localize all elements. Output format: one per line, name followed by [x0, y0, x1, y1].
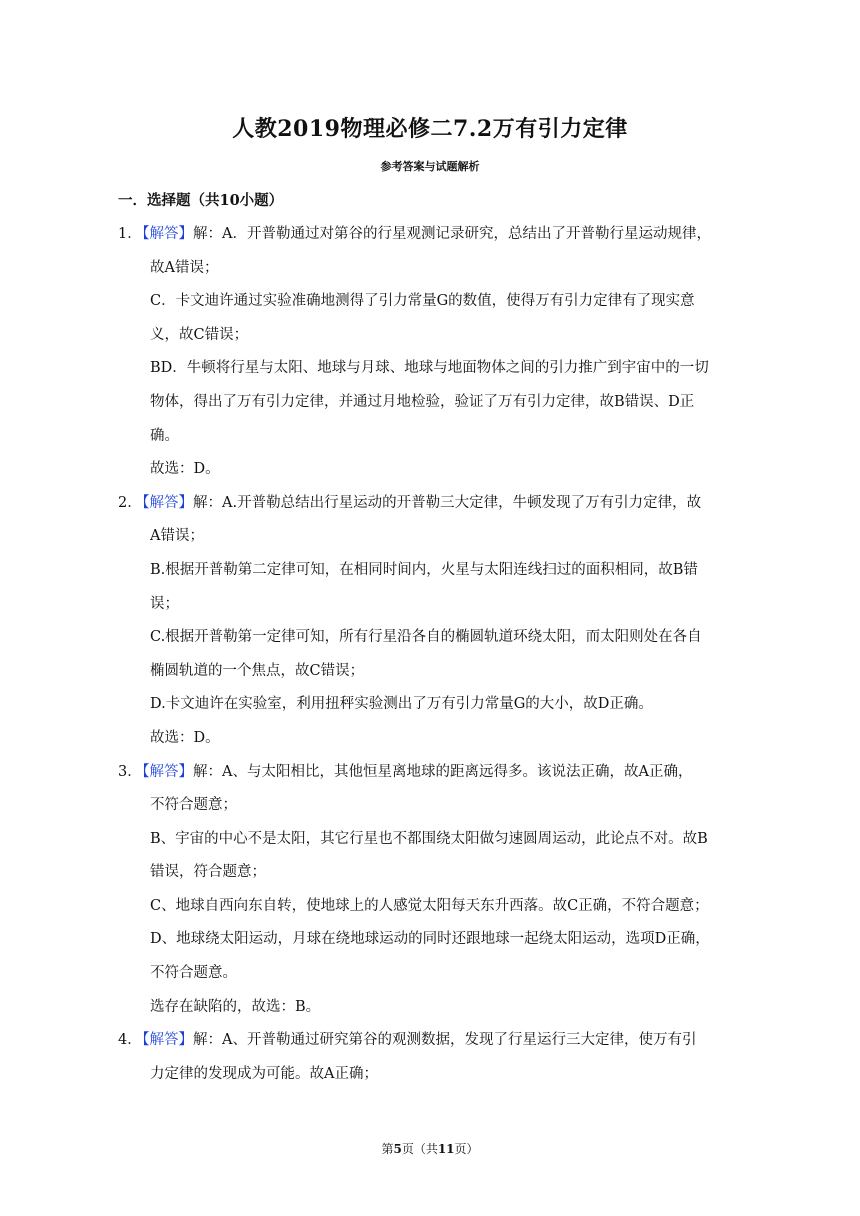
- page-total: 11: [437, 1142, 455, 1156]
- answer-line: BD．牛顿将行星与太阳、地球与月球、地球与地面物体之间的引力推广到宇宙中的一切: [150, 360, 709, 377]
- question-number: 4．: [118, 1032, 142, 1049]
- question-4: [118, 1024, 738, 1091]
- answer-line: 物体，得出了万有引力定律，并通过月地检验，验证了万有引力定律，故B错误、D正: [150, 393, 695, 410]
- question-number: 3．: [118, 763, 142, 780]
- answer-line: B、宇宙的中心不是太阳，其它行星也不都围绕太阳做匀速圆周运动，此论点不对。故B: [150, 830, 708, 847]
- question-text: 解：A.开普勒总结出行星运动的开普勒三大定律，牛顿发现了万有引力定律，故: [193, 494, 702, 511]
- question-first-line: [118, 487, 738, 521]
- question-2: [118, 487, 738, 756]
- answer-line: 椭圆轨道的一个焦点，故C错误；: [150, 662, 365, 679]
- answer-line: 不符合题意。: [150, 965, 237, 982]
- section-heading: 一．选择题（共10小题）: [118, 192, 284, 209]
- answer-tag: 【解答】: [135, 226, 193, 242]
- question-number: 2．: [118, 494, 142, 511]
- question-first-line: [118, 756, 738, 790]
- answer-line: 错误，符合题意；: [150, 864, 266, 881]
- page-footer: [0, 1140, 860, 1157]
- answer-line: 故A错误；: [150, 259, 219, 276]
- question-first-line: [118, 1024, 738, 1058]
- question-number: 1．: [118, 226, 142, 242]
- answer-tag: 【解答】: [135, 494, 193, 511]
- answer-list: [118, 218, 738, 1091]
- footer-suffix: 页）: [454, 1142, 479, 1156]
- answer-line: 误；: [150, 595, 179, 612]
- answer-line: C.根据开普勒第一定律可知，所有行星沿各自的椭圆轨道环绕太阳，而太阳则处在各自: [150, 629, 702, 646]
- answer-line: 义，故C错误；: [150, 326, 249, 343]
- answer-line: C、地球自西向东自转，使地球上的人感觉太阳每天东升西落。故C正确，不符合题意；: [150, 897, 709, 914]
- answer-line: C．卡文迪许通过实验准确地测得了引力常量G的数值，使得万有引力定律有了现实意: [150, 293, 695, 310]
- question-text: 解：A．开普勒通过对第谷的行星观测记录研究，总结出了开普勒行星运动规律，: [193, 226, 711, 242]
- answer-line: D.卡文迪许在实验室，利用扭秤实验测出了万有引力常量G的大小，故D正确。: [150, 696, 653, 713]
- answer-tag: 【解答】: [135, 763, 193, 780]
- question-3: [118, 756, 738, 1025]
- question-1: [118, 218, 738, 487]
- footer-middle: 页（共: [401, 1142, 438, 1156]
- answer-choice-line: 故选：D。: [150, 461, 220, 478]
- answer-line: 确。: [150, 427, 179, 444]
- answer-choice-line: 选存在缺陷的，故选：B。: [150, 998, 321, 1015]
- answer-line: B.根据开普勒第二定律可知，在相同时间内，火星与太阳连线扫过的面积相同，故B错: [150, 561, 698, 578]
- page-number: 5: [393, 1142, 402, 1156]
- answer-line: 力定律的发现成为可能。故A正确；: [150, 1065, 378, 1082]
- answer-line: A错误；: [150, 528, 204, 545]
- question-text: 解：A、与太阳相比，其他恒星离地球的距离远得多。该说法正确，故A正确，: [193, 763, 693, 780]
- answer-line: D、地球绕太阳运动，月球在绕地球运动的同时还跟地球一起绕太阳运动，选项D正确，: [150, 931, 710, 948]
- answer-line: 不符合题意；: [150, 797, 237, 814]
- document-subtitle: 参考答案与试题解析: [380, 160, 480, 173]
- question-first-line: [118, 218, 738, 252]
- answer-tag: 【解答】: [135, 1032, 193, 1049]
- question-text: 解：A、开普勒通过研究第谷的观测数据，发现了行星运行三大定律，使万有引: [193, 1032, 697, 1049]
- answer-choice-line: 故选：D。: [150, 729, 220, 746]
- footer-prefix: 第: [381, 1142, 394, 1156]
- document-title: 人教2019物理必修二7.2万有引力定律: [232, 116, 628, 142]
